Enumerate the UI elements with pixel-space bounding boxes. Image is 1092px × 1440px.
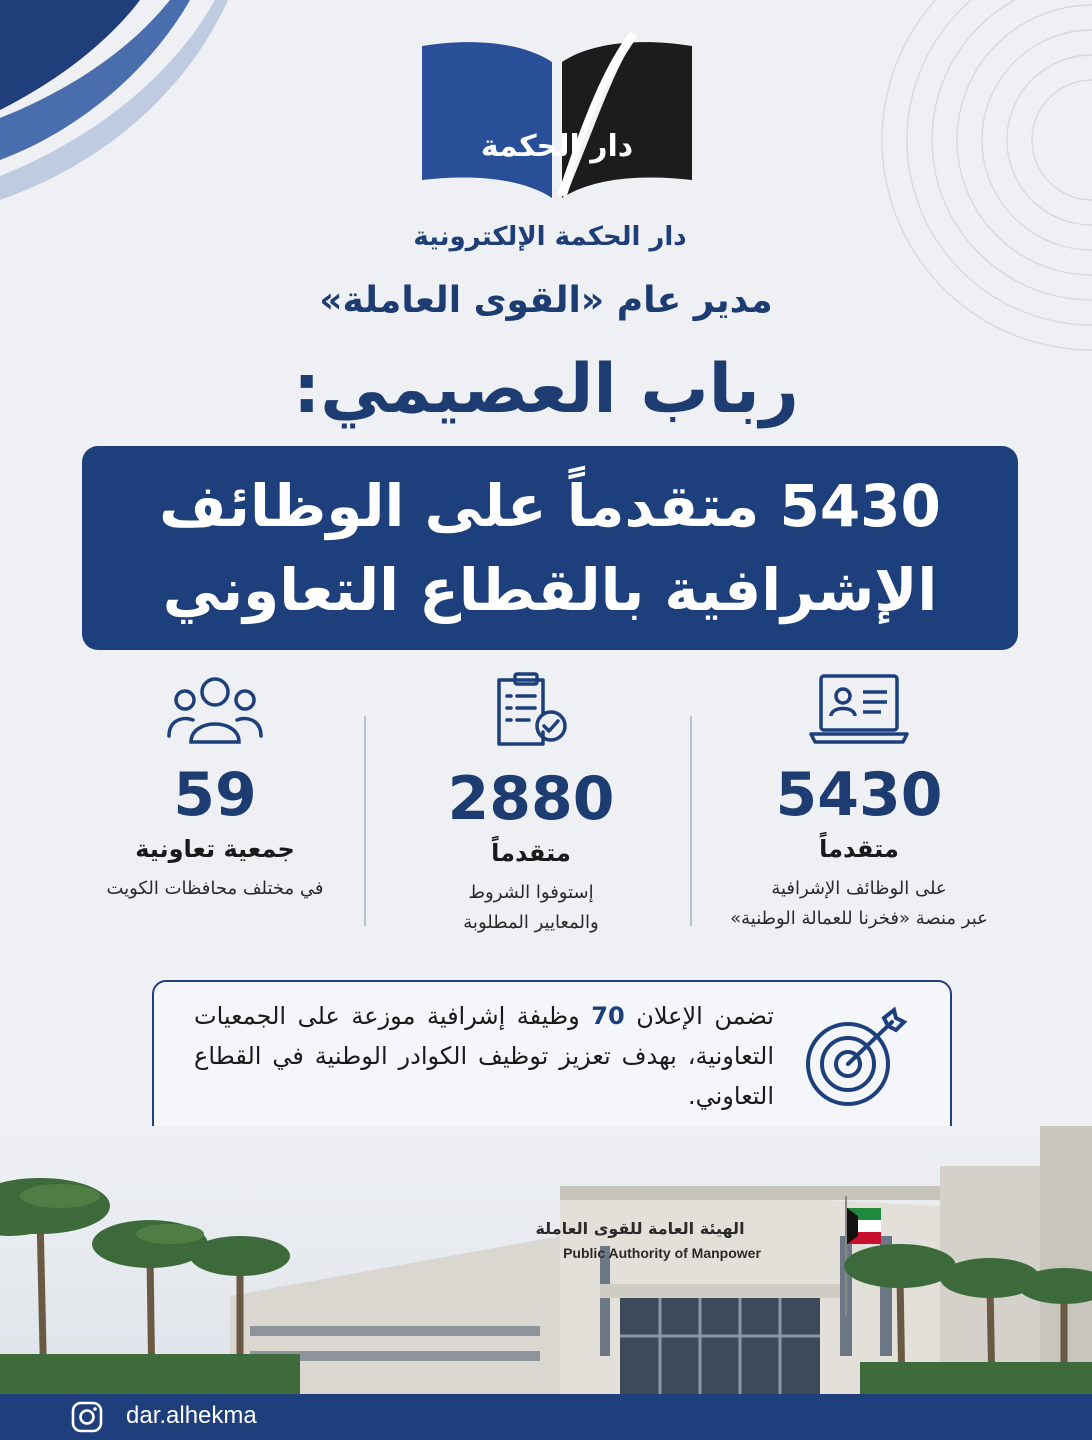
headline-banner [82, 446, 1018, 650]
kuwait-flag [847, 1208, 881, 1244]
dar-alhekma-logo [412, 28, 702, 218]
stat-value: 5430 [775, 760, 943, 830]
info-prefix: تضمن الإعلان [636, 1002, 774, 1030]
headline-kicker: مدير عام «القوى العاملة» [319, 280, 773, 321]
laptop-id-icon [807, 670, 911, 746]
info-suffix: وظيفة إشرافية موزعة على الجمعيات التعاونية، بهدف تعزيز توظيف الكوادر الوطنية في القطاع التعاوني. [194, 1002, 774, 1110]
stat-cooperatives [50, 670, 380, 904]
building-sign-arabic: الهيئة العامة للقوى العاملة [535, 1219, 745, 1238]
building-sign-english: Public Authority of Manpower [563, 1245, 761, 1261]
footer-bar [0, 1394, 1092, 1440]
clipboard-check-icon [491, 670, 571, 750]
instagram-icon[interactable] [70, 1400, 104, 1434]
logo-caption: دار الحكمة الإلكترونية [413, 222, 687, 252]
stat-description [366, 878, 696, 938]
building-scene [0, 1126, 1092, 1394]
stat-value: 59 [173, 760, 257, 830]
group-icon [165, 670, 265, 746]
info-card [152, 980, 952, 1150]
stat-applicants [694, 670, 1024, 934]
stat-label: جمعية تعاونية [135, 835, 295, 863]
instagram-handle[interactable]: dar.alhekma [126, 1402, 257, 1429]
stat-value: 2880 [447, 764, 615, 834]
target-icon [800, 1004, 910, 1114]
stat-desc-line: إستوفوا الشروط [468, 882, 594, 903]
stat-description [694, 874, 1024, 934]
info-text [194, 996, 774, 1116]
stat-label: متقدماً [491, 839, 571, 867]
logo-wordmark: دار الحكمة [480, 129, 634, 164]
stat-qualified [366, 670, 696, 938]
headline-line-1: 5430 متقدماً على الوظائف [159, 472, 941, 540]
stat-description [50, 874, 380, 904]
info-highlight-number: 70 [591, 1002, 625, 1030]
stat-desc-line: على الوظائف الإشرافية [771, 878, 947, 899]
stat-desc-line: والمعايير المطلوبة [463, 912, 599, 933]
stat-desc-line: عبر منصة «فخرنا للعمالة الوطنية» [730, 908, 988, 929]
stat-desc-line: في مختلف محافظات الكويت [106, 878, 324, 899]
stat-label: متقدماً [819, 835, 899, 863]
headline-line-2: الإشرافية بالقطاع التعاوني [162, 556, 938, 624]
corner-swoosh-decoration [0, 0, 240, 230]
headline-person-name: رباب العصيمي: [293, 350, 799, 429]
